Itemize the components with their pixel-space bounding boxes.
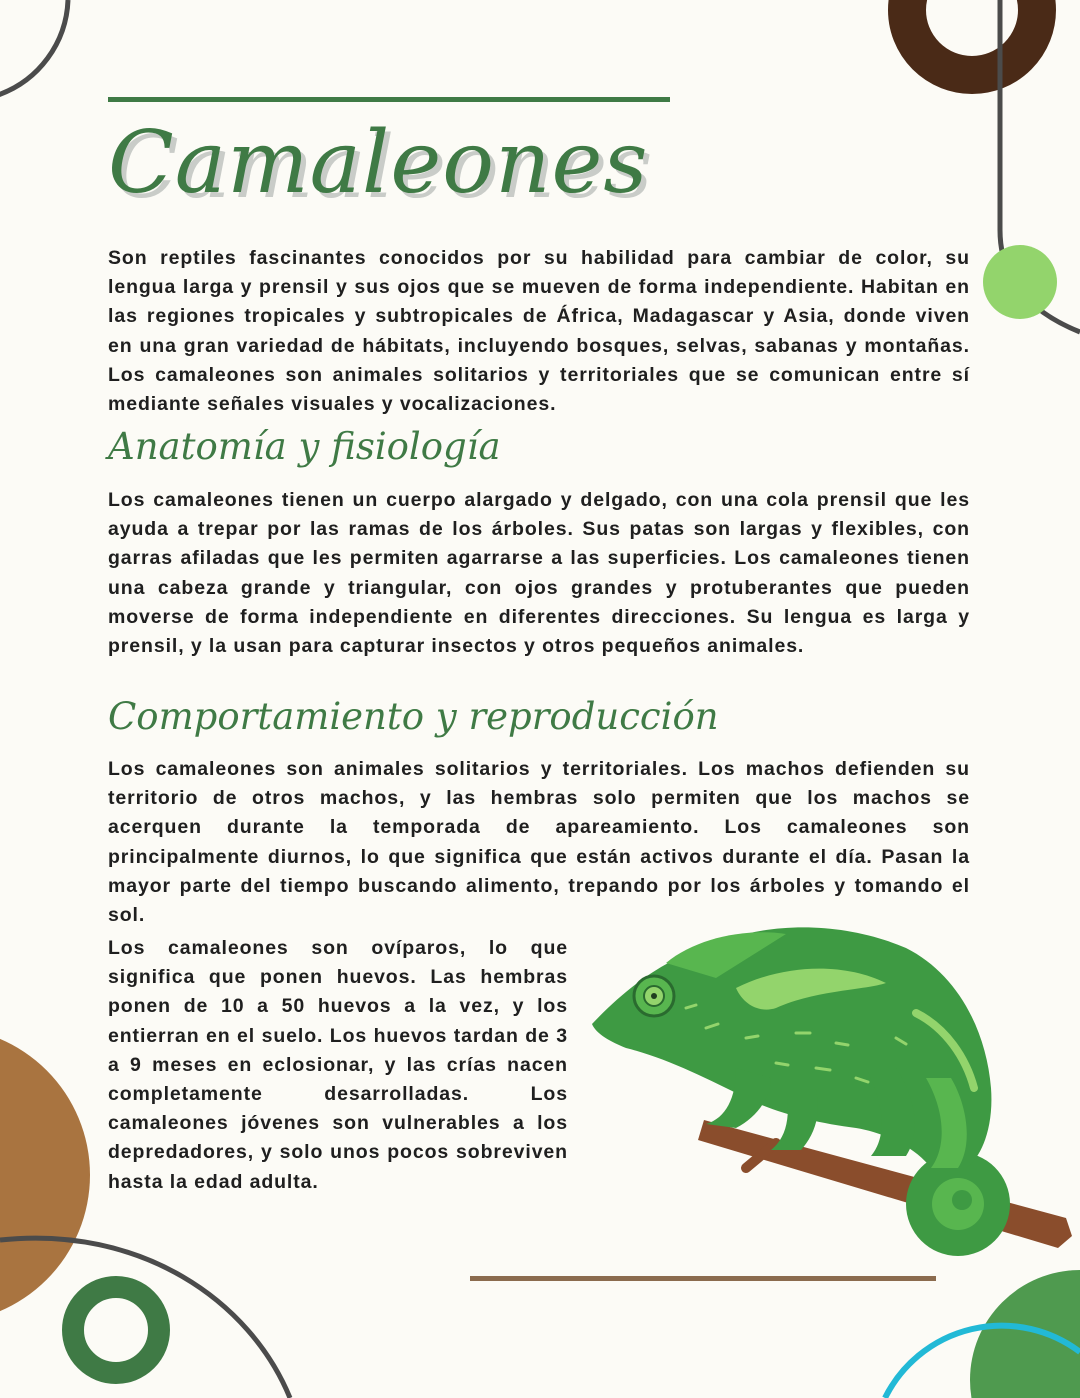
anatomy-paragraph: Los camaleones tienen un cuerpo alargado y delgado, con una cola prensil que les ayuda a trepar por las ramas de los árboles. Sus patas son largas y flexibles, con garras afiladas que les permiten agarrarse a las superficies. Los camaleones tienen una cabeza grande y triangular, con ojos grandes y protuberantes que pueden moverse de forma independiente en diferentes direcciones. Su lengua es larga y prensil, y la usan para capturar insectos y otros pequeños animales. — [108, 489, 970, 658]
brown-ring — [907, 0, 1037, 75]
section-heading-behavior: Comportamiento y reproducción — [108, 695, 719, 738]
top-left-arc — [0, 0, 68, 95]
green-ring — [73, 1287, 159, 1373]
bottom-line — [470, 1276, 936, 1281]
page-title: Camaleones — [108, 113, 649, 213]
chameleon-on-branch-icon — [586, 918, 1080, 1268]
behavior-paragraph: Los camaleones son animales solitarios y territoriales. Los machos defienden su territorio de otros machos, y las hembras solo permiten que los machos se acerquen durante la temporada de apareamiento. Los camaleones son principalmente diurnos, lo que significa que están activos durante el día. Pasan la mayor parte del tiempo buscando alimento, trepando por los árboles y tomando el sol. — [108, 758, 970, 927]
section-heading-anatomy: Anatomía y fisiología — [108, 425, 501, 468]
light-green-dot — [983, 245, 1057, 319]
intro-paragraph: Son reptiles fascinantes conocidos por su habilidad para cambiar de color, su lengua larga y prensil y sus ojos que se mueven de forma independiente. Habitan en las regiones tropicales y subtropicales de África, Madagascar y Asia, donde viven en una gran variedad de hábitats, incluyendo bosques, selvas, sabanas y montañas. Los camaleones son animales solitarios y territoriales que se comunican entre sí mediante señales visuales y vocalizaciones. — [108, 247, 970, 416]
brown-half-circle — [0, 1027, 90, 1323]
green-circle — [970, 1270, 1080, 1398]
reproduction-paragraph: Los camaleones son ovíparos, lo que significa que ponen huevos. Las hembras ponen de 10 a 50 huevos a la vez, y los entierran en el suelo. Los huevos tardan de 3 a 9 meses en eclosionar, y las crías nacen completamente desarrolladas. Los camaleones jóvenes son vulnerables a los depredadores, y solo unos pocos sobreviven hasta la edad adulta. — [108, 937, 568, 1193]
title-underline — [108, 97, 670, 102]
